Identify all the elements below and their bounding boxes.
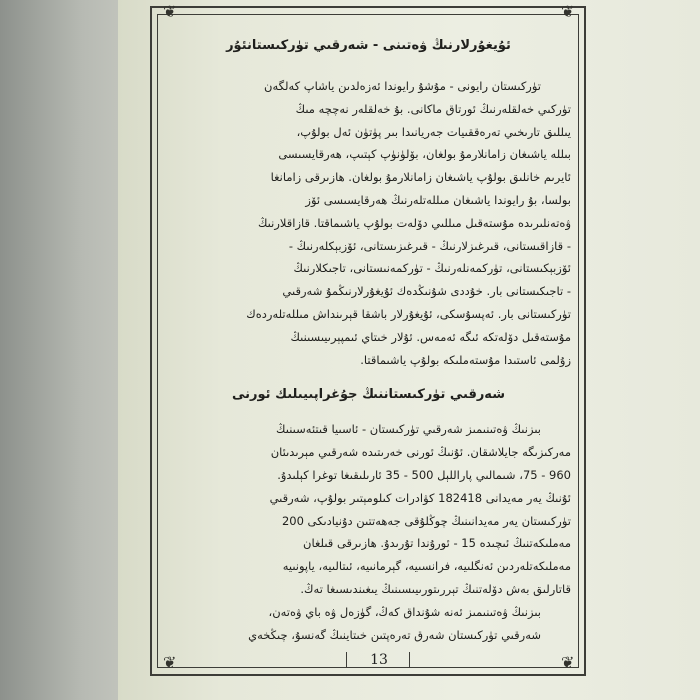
page-number: 13 [370,652,388,668]
text-line: بىزنىڭ ۋەتىنىمىز شەرقىي تۈركىستان - ئاسىيا قىتئەسىنىڭ [276,422,541,437]
text-line: بولسا، بۇ رايوندا ياشىغان مىللەتلەرنىڭ ھەرقايسىسى ئۆز [305,192,571,207]
text-line: شەرقىي تۈركىستان شەرق تەرەپتىن خىتاينىڭ گەنسۇ، چىڭخەي [248,627,541,642]
text-line: ۋەتەنلىرىدە مۇستەقىل مىللىي دۆلەت بولۇپ ياشىماقتا. قازاقلارنىڭ [257,215,571,230]
corner-ornament-icon: ❦ [163,2,177,21]
text-line: - قازاقىستانى، قىرغىزلارنىڭ - قىرغىزىستانى، ئۆزبېكلەرنىڭ - [288,238,571,253]
section-heading: ئۇيغۇرلارنىڭ ۋەتىنى - شەرقىي تۈركىستانئۇر [226,38,511,53]
page-content [166,22,571,652]
text-line: زۇلمى ئاستىدا مۇستەملىكە بولۇپ ياشىماقتا. [360,352,571,367]
text-line: - تاجىكىستانى بار. خۇددى شۇنىڭدەك ئۇيغۇرلارنىڭمۇ شەرقىي [282,284,571,299]
text-line: مەركىزىگە جايلاشقان. ئۇنىڭ ئورنى خەرىتىدە شەرقىي مېرىدىئان [270,445,571,460]
text-line: تۈركىستان رايونى - مۇشۇ رايوندا ئەزەلدىن ياشاپ كەلگەن [264,79,541,93]
text-line: تۈركىي خەلقلەرنىڭ ئورتاق ماكانى. بۇ خەلقلەر نەچچە مىڭ [295,101,571,116]
paragraph [166,418,571,646]
text-line: يىللىق تارىخىي تەرەققىيات جەريانىدا بىر پۈتۈن ئەل بولۇپ، [296,124,571,139]
text-line: مەملىكەتلەردىن ئەنگلىيە، فرانسىيە، گېرمانىيە، ئىتالىيە، ياپونىيە [282,559,571,574]
corner-ornament-icon: ❦ [163,653,177,672]
text-line: تۈركىستان يەر مەيدانىنىڭ چوڭلۇقى جەھەتتىن دۇنيادىكى 200 [281,513,571,528]
text-line: مۇستەقىل دۆلەتكە ئىگە ئەمەس. ئۇلار خىتاي ئىمپېرىيىسىنىڭ [290,329,571,344]
text-line: ئايرىم خانلىق بولۇپ ياشىغان زامانلارمۇ بولغان. ھازىرقى زامانغا [270,170,571,185]
text-line: بىزنىڭ ۋەتىنىمىز ئەنە شۇنداق كەڭ، گۈزەل ۋە باي ۋەتەن، [268,604,541,619]
text-line: مەملىكەتنىڭ ئىچىدە 15 - ئورۇندا تۇرىدۇ. ھازىرقى قىلغان [303,536,571,551]
text-line: ئۇنىڭ يەر مەيدانى 182418 كۋادرات كىلومېتىر بولۇپ، شەرقىي [269,490,571,505]
text-line: تۈركىستانى بار. ئەپسۇسكى، ئۇيغۇرلار باشقا قېرىنداش مىللەتلەردەك [246,306,571,321]
text-line: قاتارلىق بەش دۆلەتنىڭ تېررىتورىيىسىنىڭ يىغىندىسىغا تەڭ. [300,581,571,596]
corner-ornament-icon: ❦ [561,2,575,21]
text-line: ئۆزبېكىستانى، تۈركمەنلەرنىڭ - تۈركمەنىستانى، تاجىكلارنىڭ [293,261,571,276]
paragraph [166,75,571,371]
text-line: 960 - 75، شىمالىي پاراللېل 500 - 35 ئارىلىقىغا توغرا كېلىدۇ. [277,467,571,482]
corner-ornament-icon: ❦ [561,653,575,672]
section-heading: شەرقىي تۈركىستاننىڭ جۇغراپىيىلىك ئورنى [232,387,505,403]
text-line: بىللە ياشىغان زامانلارمۇ بولغان، بۆلۈنۈپ كېتىپ، ھەرقايسىسى [278,147,571,162]
